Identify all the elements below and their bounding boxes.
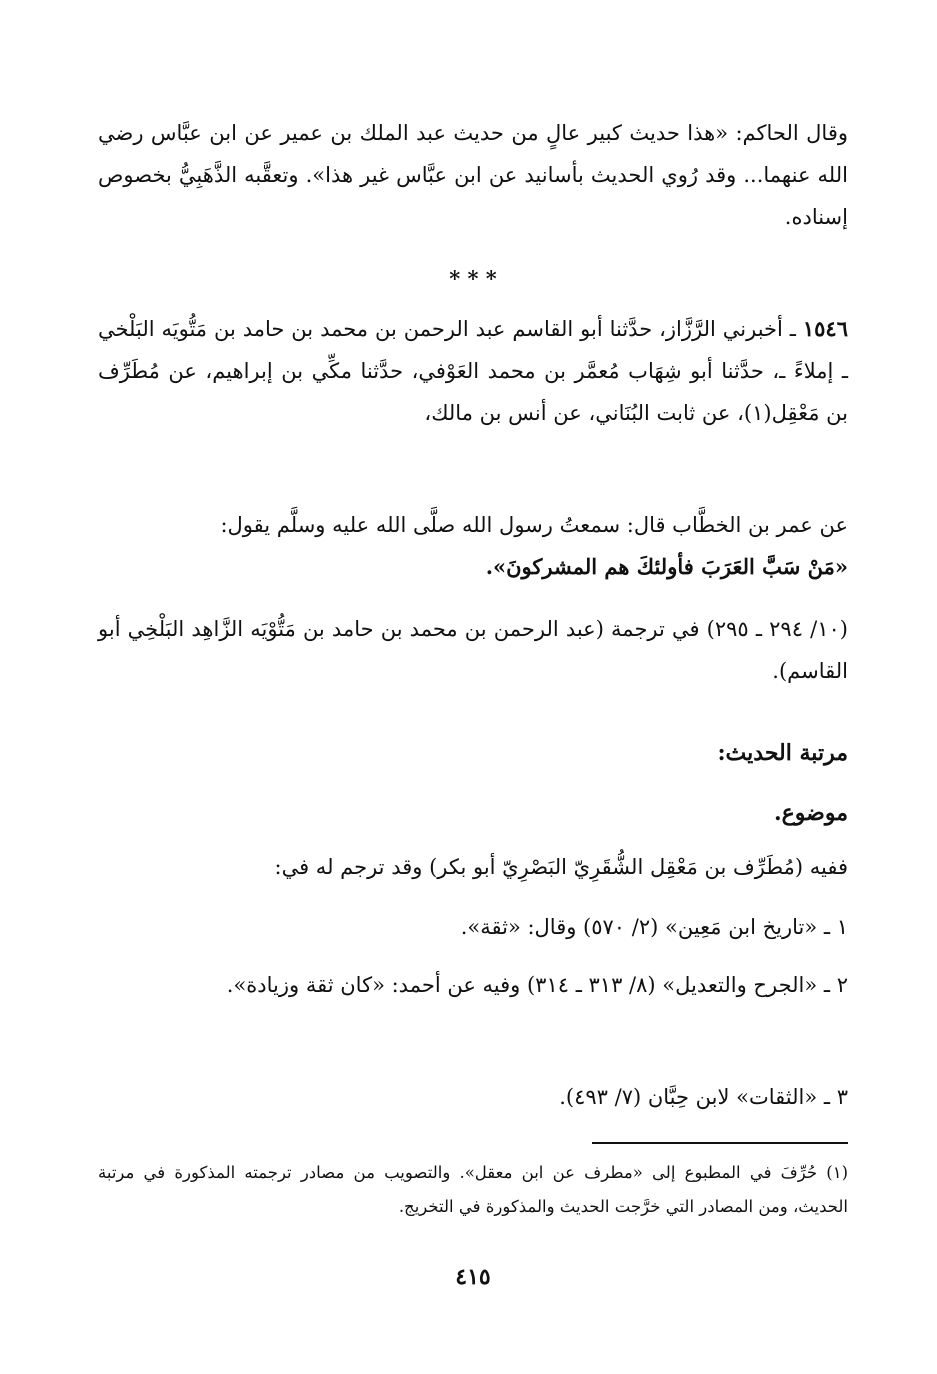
hadith-isnad-text: ـ أخبرني الرَّزَّاز، حدَّثنا أبو القاسم عبد الرحمن بن محمد بن حامد بن مَتُّويَه البَلْخي ـ إملاءً ـ، حدَّثنا أبو شِهَاب مُعمَّر بن محمد العَوْفي، حدَّثنا مكِّي بن إبراهيم، عن مُطَرِّف بن مَعْقِل(١)، عن ثابت البُنَاني، عن أنس بن مالك،	[98, 317, 848, 425]
paragraph-hadith-chain	[98, 308, 868, 434]
paragraph-hakim-comment: وقال الحاكم: «هذا حديث كبير عالٍ من حديث عبد الملك بن عمير عن ابن عبَّاس رضي الله عنهما... وقد رُوي الحديث بأسانيد عن ابن عبَّاس غير هذا». وتعقَّبه الذَّهَبِيُّ بخصوص إسناده.	[98, 121, 848, 229]
hadith-grade: موضوع.	[774, 800, 848, 826]
section-heading: مرتبة الحديث:	[717, 740, 848, 766]
section-separator: * * *	[449, 266, 497, 291]
page-number: ٤١٥	[455, 1264, 491, 1290]
list-item-3: ٣ ـ «الثقات» لابن حِبَّان (٧/ ٤٩٣).	[559, 1085, 848, 1109]
paragraph-hadith-matn	[98, 504, 904, 588]
paragraph-source-reference: (١٠/ ٢٩٤ ـ ٢٩٥) في ترجمة (عبد الرحمن بن محمد بن حامد بن مَتُّوْيَه الزَّاهِد البَلْخِي أبو القاسم).	[98, 617, 848, 683]
list-item-2: ٢ ـ «الجرح والتعديل» (٨/ ٣١٣ ـ ٣١٤) وفيه عن أحمد: «كان ثقة وزيادة».	[226, 973, 848, 997]
list-item-1: ١ ـ «تاريخ ابن مَعِين» (٢/ ٥٧٠) وقال: «ثقة».	[460, 915, 848, 939]
paragraph-narrator-note: ففيه (مُطَرِّف بن مَعْقِل الشُّقَرِيّ البَصْرِيّ أبو بكر) وقد ترجم له في:	[274, 855, 848, 879]
matn-intro: عن عمر بن الخطَّاب قال: سمعتُ رسول الله صلَّى الله عليه وسلَّم يقول:	[220, 513, 848, 537]
matn-quote: «مَنْ سَبَّ العَرَبَ فأولئكَ هم المشركونَ».	[485, 554, 848, 579]
footnote-divider	[592, 1142, 848, 1144]
hadith-number: ١٥٤٦	[802, 316, 848, 341]
footnote-text: (١) حُرِّفَ في المطبوع إلى «مطرف عن ابن معقل». والتصويب من مصادر ترجمته المذكورة في مرتبة الحديث، ومن المصادر التي خرَّجت الحديث والمذكورة في التخريج.	[98, 1163, 848, 1216]
